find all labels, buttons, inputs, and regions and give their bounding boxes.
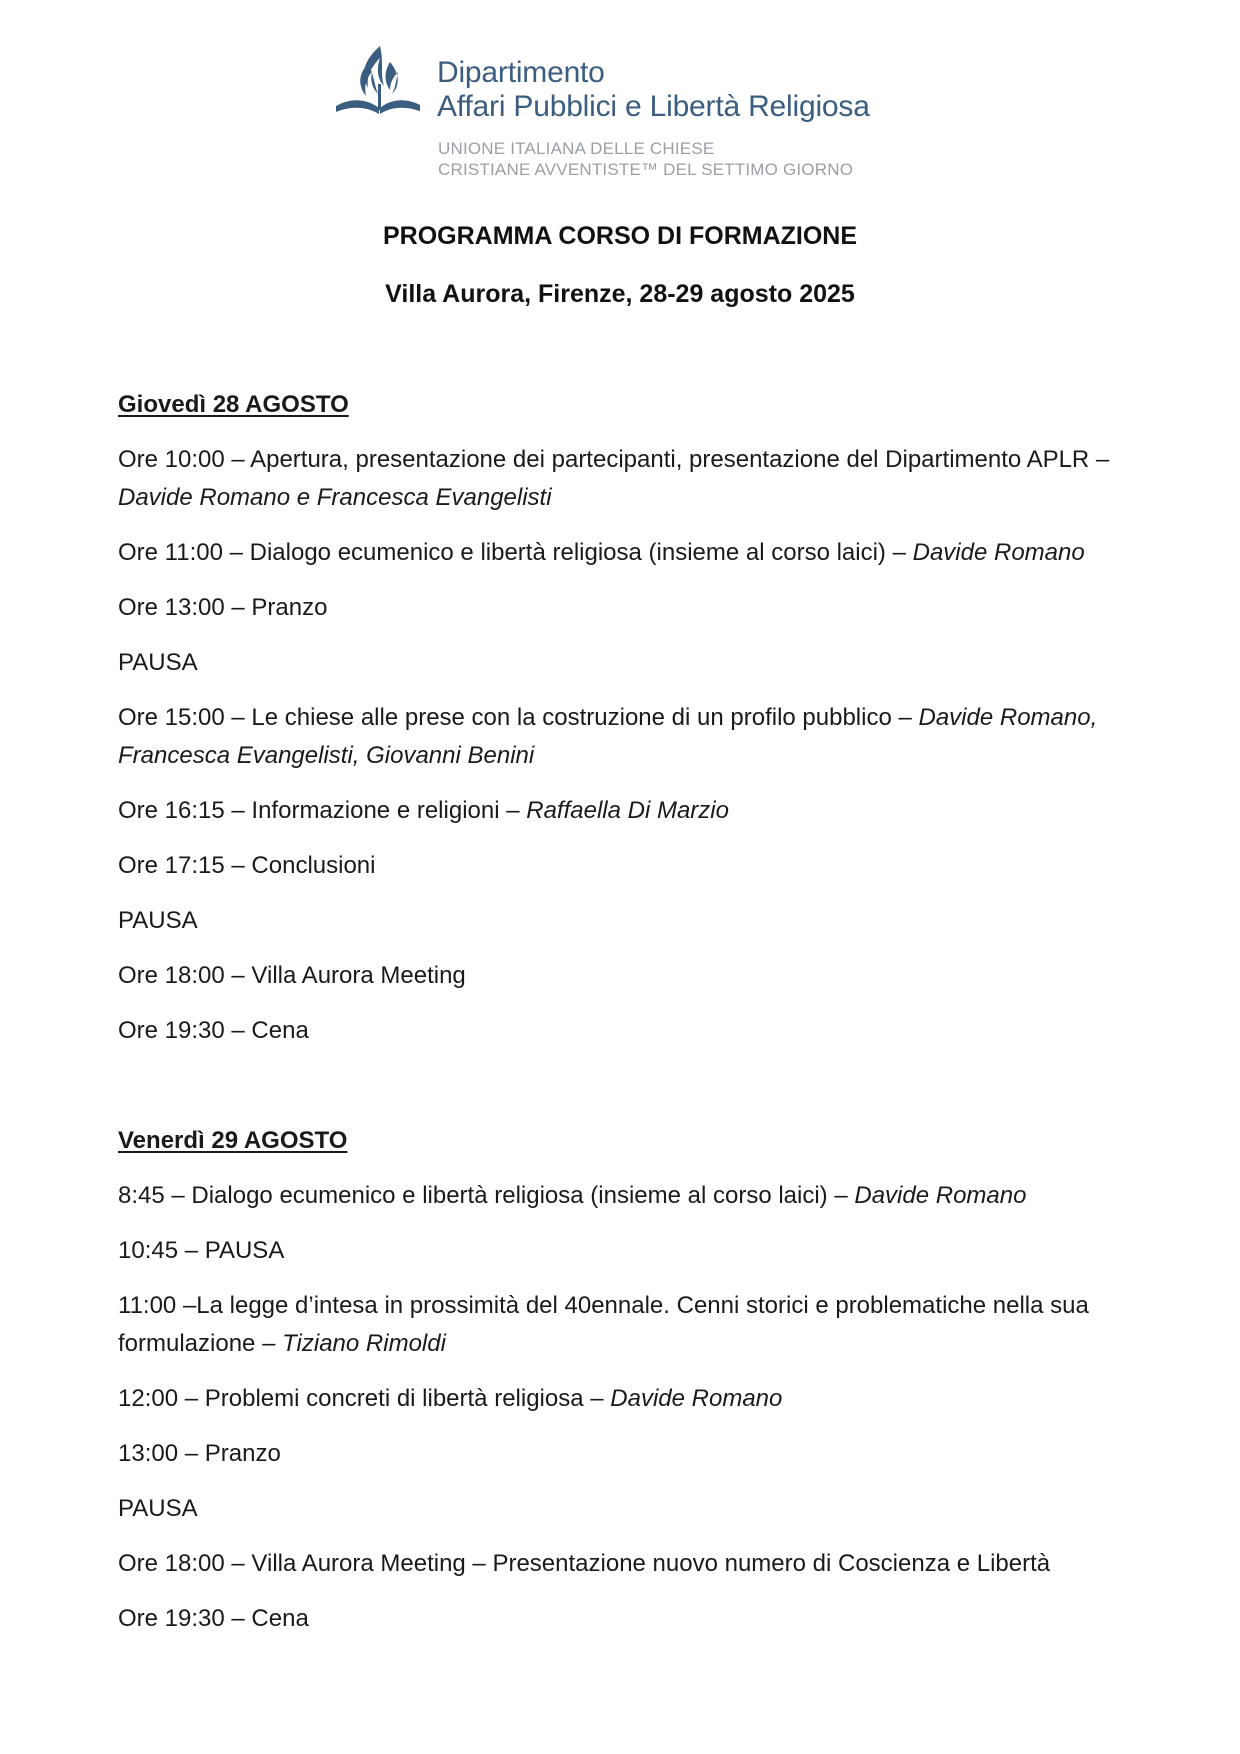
- department-logo: [334, 40, 934, 190]
- logo-subtitle-line-2: CRISTIANE AVVENTISTE™ DEL SETTIMO GIORNO: [438, 160, 854, 179]
- entry-text: 11:00 –La legge d’intesa in prossimità del 40ennale. Cenni storici e problematiche nella sua formulazione –: [118, 1292, 1089, 1357]
- logo-subtitle-line-1: UNIONE ITALIANA DELLE CHIESE: [438, 139, 715, 158]
- entry-text: 10:45 – PAUSA: [118, 1237, 285, 1264]
- entry-text: Ore 18:00 – Villa Aurora Meeting – Presentazione nuovo numero di Coscienza e Libertà: [118, 1550, 1051, 1577]
- day-1-heading: Giovedì 28 AGOSTO: [118, 391, 349, 418]
- logo-title-line-1: Dipartimento: [437, 56, 605, 89]
- entry-text: 8:45 – Dialogo ecumenico e libertà religiosa (insieme al corso laici) –: [118, 1182, 855, 1209]
- schedule-entry: [118, 902, 1118, 940]
- flame-bible-icon: [334, 44, 420, 126]
- entry-text: Ore 19:30 – Cena: [118, 1605, 309, 1632]
- schedule-entry: [118, 1490, 1118, 1528]
- entry-text: 12:00 – Problemi concreti di libertà religiosa –: [118, 1385, 611, 1412]
- entry-speaker: Davide Romano: [610, 1385, 783, 1412]
- schedule-entry: [118, 847, 1118, 885]
- entry-speaker: Davide Romano, Francesca Evangelisti, Giovanni Benini: [118, 704, 1098, 769]
- schedule-entry: [118, 699, 1118, 775]
- schedule-entry: [118, 534, 1118, 572]
- schedule-entry: [118, 1287, 1118, 1363]
- schedule-entry: [118, 644, 1118, 682]
- schedule-entry: [118, 589, 1118, 627]
- entry-text: Ore 18:00 – Villa Aurora Meeting: [118, 962, 466, 989]
- entry-speaker: Raffaella Di Marzio: [526, 797, 729, 824]
- schedule-entry: [118, 1177, 1118, 1215]
- entry-text: Ore 17:15 – Conclusioni: [118, 852, 376, 879]
- schedule-entry: [118, 1232, 1118, 1270]
- schedule-entry: [118, 792, 1118, 830]
- entry-text: Ore 10:00 – Apertura, presentazione dei partecipanti, presentazione del Dipartimento APLR –: [118, 446, 1110, 473]
- entry-text: PAUSA: [118, 907, 198, 934]
- schedule-entry: [118, 1545, 1118, 1583]
- program-content: [118, 386, 1118, 1655]
- schedule-entry: [118, 1600, 1118, 1638]
- entry-text: Ore 19:30 – Cena: [118, 1017, 309, 1044]
- entry-text: Ore 11:00 – Dialogo ecumenico e libertà religiosa (insieme al corso laici) –: [118, 539, 913, 566]
- document-title: PROGRAMMA CORSO DI FORMAZIONE: [382, 222, 858, 250]
- entry-text: PAUSA: [118, 649, 198, 676]
- entry-speaker: Davide Romano: [912, 539, 1085, 566]
- entry-text: Ore 13:00 – Pranzo: [118, 594, 328, 621]
- schedule-entry: [118, 1380, 1118, 1418]
- entry-text: Ore 16:15 – Informazione e religioni –: [118, 797, 527, 824]
- schedule-entry: [118, 441, 1118, 517]
- entry-speaker: Tiziano Rimoldi: [282, 1330, 446, 1357]
- entry-text: Ore 15:00 – Le chiese alle prese con la costruzione di un profilo pubblico –: [118, 704, 919, 731]
- logo-title-line-2: Affari Pubblici e Libertà Religiosa: [437, 90, 870, 123]
- entry-speaker: Davide Romano e Francesca Evangelisti: [118, 484, 552, 511]
- day-2-block: [118, 1122, 1118, 1638]
- document-subtitle: Villa Aurora, Firenze, 28-29 agosto 2025: [385, 280, 855, 308]
- day-2-heading: Venerdì 29 AGOSTO: [118, 1127, 348, 1154]
- entry-text: PAUSA: [118, 1495, 198, 1522]
- entry-text: 13:00 – Pranzo: [118, 1440, 281, 1467]
- day-1-block: [118, 386, 1118, 1050]
- schedule-entry: [118, 1012, 1118, 1050]
- entry-speaker: Davide Romano: [854, 1182, 1027, 1209]
- schedule-entry: [118, 957, 1118, 995]
- schedule-entry: [118, 1435, 1118, 1473]
